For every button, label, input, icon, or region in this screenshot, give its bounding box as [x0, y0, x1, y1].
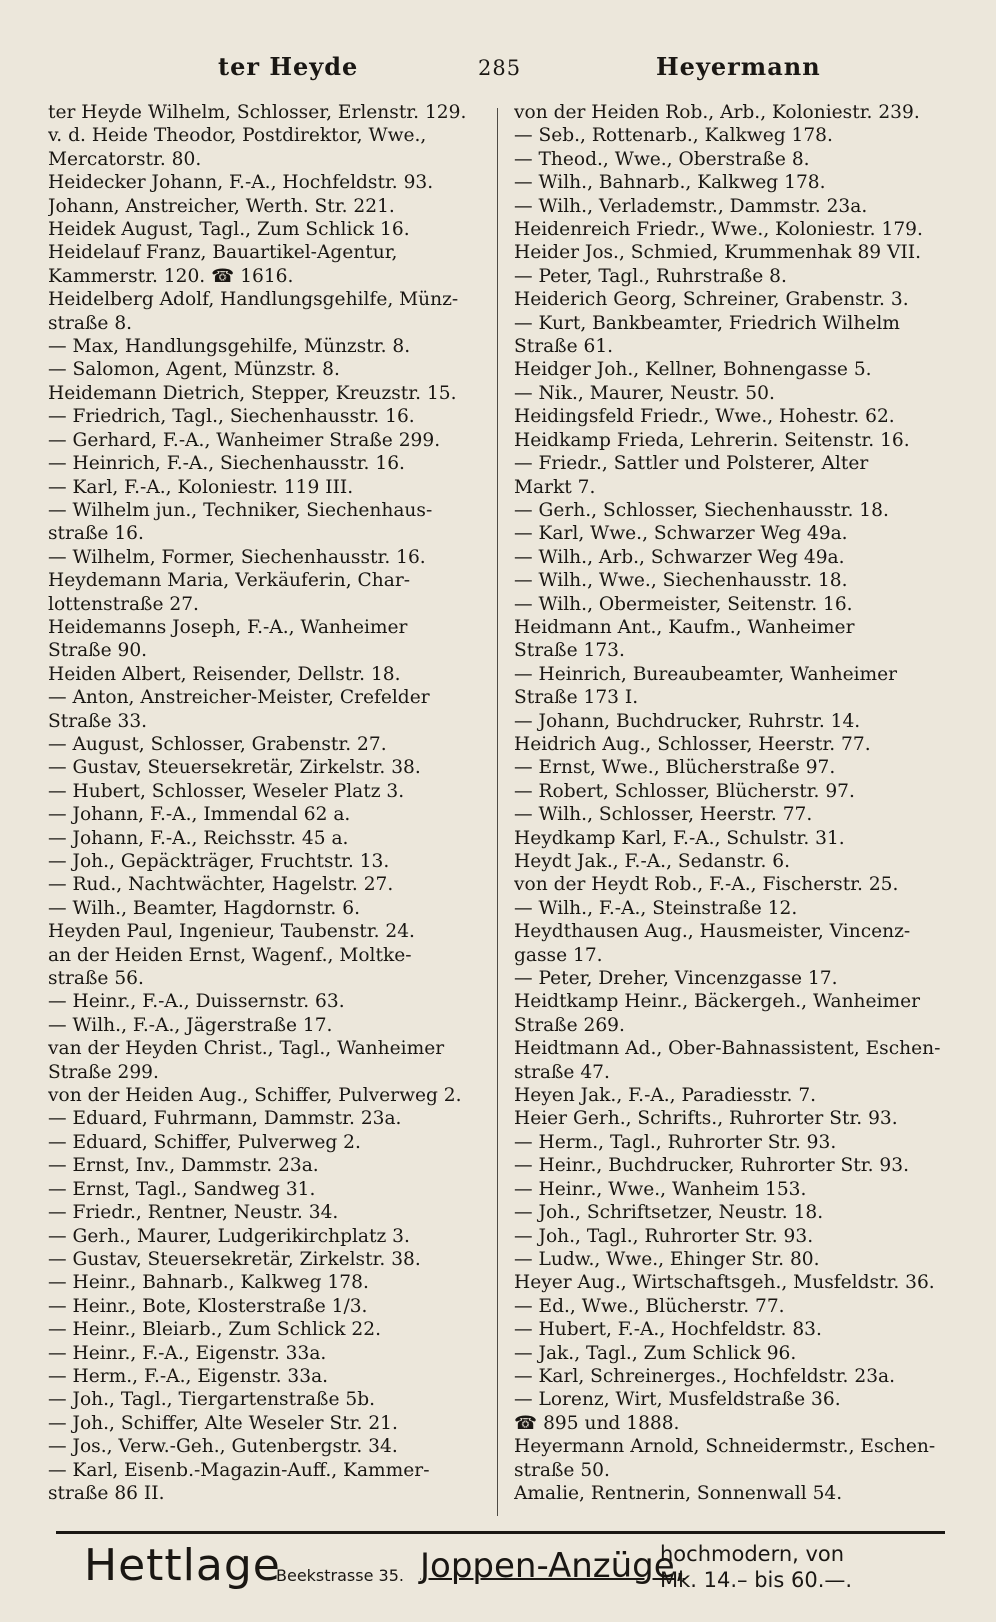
directory-entry-line: — Wilh., Bahnarb., Kalkweg 178.: [514, 172, 826, 194]
directory-entry-line: — Herm., Tagl., Ruhrorter Str. 93.: [514, 1131, 837, 1153]
directory-entry-line: — Herm., F.-A., Eigenstr. 33a.: [48, 1365, 329, 1387]
directory-entry-line: straße 47.: [514, 1061, 610, 1083]
directory-entry-line: Straße 173.: [514, 640, 625, 662]
directory-entry-line: Heydkamp Karl, F.-A., Schulstr. 31.: [514, 827, 845, 849]
directory-entry-line: — Johann, Buchdrucker, Ruhrstr. 14.: [514, 710, 861, 732]
directory-entry-line: — Heinr., F.-A., Eigenstr. 33a.: [48, 1342, 327, 1364]
directory-entry-line: — Salomon, Agent, Münzstr. 8.: [48, 359, 340, 381]
directory-entry-line: Heidtkamp Heinr., Bäckergeh., Wanheimer: [514, 991, 920, 1013]
directory-entry-line: — Friedr., Rentner, Neustr. 34.: [48, 1202, 339, 1224]
directory-entry-line: Heydemann Maria, Verkäuferin, Char-: [48, 570, 410, 592]
directory-entry-line: von der Heydt Rob., F.-A., Fischerstr. 25.: [514, 874, 899, 896]
directory-entry-line: ter Heyde Wilhelm, Schlosser, Erlenstr. 129.: [48, 102, 467, 123]
directory-entry-line: — Gustav, Steuersekretär, Zirkelstr. 38.: [48, 757, 421, 779]
directory-entry-line: an der Heiden Ernst, Wagenf., Moltke-: [48, 944, 412, 966]
directory-entry-line: — Gerhard, F.-A., Wanheimer Straße 299.: [48, 429, 441, 451]
directory-entry-line: Heidingsfeld Friedr., Wwe., Hohestr. 62.: [514, 406, 895, 428]
directory-entry-line: — Heinr., Wwe., Wanheim 153.: [514, 1178, 807, 1200]
directory-entry-line: Heydthausen Aug., Hausmeister, Vincenz-: [514, 921, 911, 943]
directory-entry-line: — Ernst, Wwe., Blücherstraße 97.: [514, 757, 836, 779]
directory-entry-line: Heyer Aug., Wirtschaftsgeh., Musfeldstr. 36.: [514, 1272, 935, 1294]
directory-entry-line: — Anton, Anstreicher-Meister, Crefelder: [48, 687, 430, 709]
directory-entry-line: Heidger Joh., Kellner, Bohnengasse 5.: [514, 359, 872, 381]
directory-entry-line: Heidemann Dietrich, Stepper, Kreuzstr. 15.: [48, 382, 457, 404]
directory-entry-line: — Lorenz, Wirt, Musfeldstraße 36.: [514, 1389, 841, 1411]
directory-entry-line: — Heinr., F.-A., Duissernstr. 63.: [48, 991, 345, 1013]
running-header-right: Heyermann: [656, 52, 821, 81]
directory-entry-line: — Theod., Wwe., Oberstraße 8.: [514, 148, 810, 170]
directory-entry-line: — Heinr., Bleiarb., Zum Schlick 22.: [48, 1319, 382, 1341]
directory-entry-line: — Joh., Schiffer, Alte Weseler Str. 21.: [48, 1412, 398, 1434]
directory-entry-line: von der Heiden Aug., Schiffer, Pulverweg 2.: [48, 1085, 462, 1107]
directory-entry-line: straße 86 II.: [48, 1482, 165, 1504]
directory-entry-line: lottenstraße 27.: [48, 593, 199, 615]
directory-entry-line: — August, Schlosser, Grabenstr. 27.: [48, 733, 387, 755]
directory-entry-line: Straße 173 I.: [514, 687, 639, 709]
directory-entry-line: straße 56.: [48, 968, 144, 990]
directory-entry-line: — Johann, F.-A., Immendal 62 a.: [48, 804, 351, 826]
directory-entry-line: — Max, Handlungsgehilfe, Münzstr. 8.: [48, 336, 411, 358]
ad-note: hochmodern, von: [660, 1542, 845, 1566]
directory-entry-line: Heidelberg Adolf, Handlungsgehilfe, Münz-: [48, 289, 459, 311]
directory-entry-line: Heidrich Aug., Schlosser, Heerstr. 77.: [514, 733, 871, 755]
directory-entry-line: — Robert, Schlosser, Blücherstr. 97.: [514, 780, 855, 802]
directory-entry-line: — Gerh., Schlosser, Siechenhausstr. 18.: [514, 499, 889, 521]
directory-entry-line: Straße 269.: [514, 1014, 625, 1036]
directory-entry-line: Heyen Jak., F.-A., Paradiesstr. 7.: [514, 1085, 817, 1107]
directory-entry-line: — Jak., Tagl., Zum Schlick 96.: [514, 1342, 797, 1364]
directory-entry-line: — Joh., Schriftsetzer, Neustr. 18.: [514, 1202, 824, 1224]
directory-entry-line: Heidelauf Franz, Bauartikel-Agentur,: [48, 242, 398, 264]
directory-entry-line: — Wilhelm jun., Techniker, Siechenhaus-: [48, 499, 433, 521]
directory-entry-line: — Wilh., Wwe., Siechenhausstr. 18.: [514, 570, 848, 592]
advertisement: [60, 1538, 945, 1600]
directory-entry-line: — Jos., Verw.-Geh., Gutenbergstr. 34.: [48, 1436, 398, 1458]
directory-entry-line: — Hubert, Schlosser, Weseler Platz 3.: [48, 780, 405, 802]
page-number: 285: [478, 56, 522, 80]
directory-entry-line: — Wilh., Verlademstr., Dammstr. 23a.: [514, 195, 868, 217]
directory-entry-line: — Hubert, F.-A., Hochfeldstr. 83.: [514, 1319, 822, 1341]
directory-entry-line: Heidmann Ant., Kaufm., Wanheimer: [514, 616, 855, 638]
directory-entry-line: — Friedrich, Tagl., Siechenhausstr. 16.: [48, 406, 415, 428]
directory-entry-line: — Heinr., Bote, Klosterstraße 1/3.: [48, 1295, 368, 1317]
directory-entry-line: straße 16.: [48, 523, 144, 545]
directory-entry-line: — Heinrich, F.-A., Siechenhausstr. 16.: [48, 453, 405, 475]
directory-entry-line: — Gustav, Steuersekretär, Zirkelstr. 38.: [48, 1248, 421, 1270]
right-column: [514, 101, 944, 1505]
directory-entry-line: Straße 90.: [48, 640, 148, 662]
directory-entry-line: — Wilh., Arb., Schwarzer Weg 49a.: [514, 546, 845, 568]
directory-entry-line: — Ernst, Inv., Dammstr. 23a.: [48, 1155, 319, 1177]
directory-entry-line: straße 8.: [48, 312, 133, 334]
directory-entry-line: — Johann, F.-A., Reichsstr. 45 a.: [48, 827, 349, 849]
directory-entry-line: Heidecker Johann, F.-A., Hochfeldstr. 93.: [48, 172, 434, 194]
directory-entry-line: gasse 17.: [514, 944, 603, 966]
directory-entry-line: Heydt Jak., F.-A., Sedanstr. 6.: [514, 851, 791, 872]
directory-entry-line: — Karl, F.-A., Koloniestr. 119 III.: [48, 476, 354, 498]
directory-entry-line: — Karl, Wwe., Schwarzer Weg 49a.: [514, 523, 848, 545]
directory-entry-line: — Wilh., F.-A., Steinstraße 12.: [514, 897, 798, 919]
directory-entry-line: — Peter, Tagl., Ruhrstraße 8.: [514, 265, 787, 287]
directory-entry-line: — Heinr., Buchdrucker, Ruhrorter Str. 93.: [514, 1155, 910, 1177]
left-column: [48, 101, 484, 1505]
directory-entry-line: Markt 7.: [514, 476, 596, 498]
directory-entry-line: ☎ 895 und 1888.: [514, 1412, 680, 1434]
directory-entry-line: Straße 299.: [48, 1061, 159, 1083]
ad-product: Joppen-Anzüge,: [420, 1546, 686, 1586]
directory-entry-line: — Ernst, Tagl., Sandweg 31.: [48, 1178, 316, 1200]
ad-brand: Hettlage: [84, 1540, 281, 1591]
directory-entry-line: — Karl, Schreinerges., Hochfeldstr. 23a.: [514, 1365, 896, 1387]
directory-entry-line: v. d. Heide Theodor, Postdirektor, Wwe.,: [48, 125, 427, 147]
ad-price: Mk. 14.– bis 60.—.: [660, 1568, 853, 1592]
directory-entry-line: — Joh., Tagl., Ruhrorter Str. 93.: [514, 1225, 814, 1247]
directory-entry-line: Straße 61.: [514, 336, 614, 358]
ad-address: Beekstrasse 35.: [276, 1566, 404, 1585]
directory-entry-line: — Wilh., Obermeister, Seitenstr. 16.: [514, 593, 853, 615]
directory-entry-line: — Rud., Nachtwächter, Hagelstr. 27.: [48, 874, 394, 896]
directory-entry-line: Straße 33.: [48, 710, 148, 732]
directory-entry-line: — Gerh., Maurer, Ludgerikirchplatz 3.: [48, 1225, 410, 1247]
directory-entry-line: straße 50.: [514, 1459, 610, 1481]
directory-entry-line: Heidtmann Ad., Ober-Bahnassistent, Eschen-: [514, 1038, 941, 1060]
column-divider: [497, 108, 498, 1516]
directory-entry-line: — Peter, Dreher, Vincenzgasse 17.: [514, 968, 838, 990]
directory-entry-line: von der Heiden Rob., Arb., Koloniestr. 239.: [514, 102, 920, 123]
footer-rule: [56, 1531, 945, 1534]
directory-entry-line: Heidkamp Frieda, Lehrerin. Seitenstr. 16.: [514, 429, 910, 451]
directory-entry-line: — Heinrich, Bureaubeamter, Wanheimer: [514, 663, 898, 685]
directory-entry-line: — Seb., Rottenarb., Kalkweg 178.: [514, 125, 833, 147]
directory-entry-line: Heidemanns Joseph, F.-A., Wanheimer: [48, 616, 408, 638]
directory-entry-line: Heyden Paul, Ingenieur, Taubenstr. 24.: [48, 921, 415, 943]
directory-entry-line: Kammerstr. 120. ☎ 1616.: [48, 265, 294, 287]
directory-entry-line: Heider Jos., Schmied, Krummenhak 89 VII.: [514, 242, 922, 264]
directory-entry-line: — Karl, Eisenb.-Magazin-Auff., Kammer-: [48, 1459, 430, 1481]
directory-entry-line: — Eduard, Fuhrmann, Dammstr. 23a.: [48, 1108, 402, 1130]
directory-entry-line: — Kurt, Bankbeamter, Friedrich Wilhelm: [514, 312, 900, 334]
directory-entry-line: — Nik., Maurer, Neustr. 50.: [514, 382, 775, 404]
directory-entry-line: — Wilhelm, Former, Siechenhausstr. 16.: [48, 546, 426, 568]
directory-entry-line: Johann, Anstreicher, Werth. Str. 221.: [48, 195, 395, 217]
directory-entry-line: Heidek August, Tagl., Zum Schlick 16.: [48, 219, 410, 241]
directory-entry-line: — Wilh., Beamter, Hagdornstr. 6.: [48, 897, 360, 919]
directory-entry-line: Heyermann Arnold, Schneidermstr., Eschen-: [514, 1436, 936, 1458]
directory-entry-line: Mercatorstr. 80.: [48, 148, 202, 170]
directory-entry-line: Heiden Albert, Reisender, Dellstr. 18.: [48, 663, 401, 685]
directory-entry-line: Amalie, Rentnerin, Sonnenwall 54.: [514, 1482, 843, 1504]
directory-entry-line: Heidenreich Friedr., Wwe., Koloniestr. 179.: [514, 219, 923, 241]
directory-entry-line: — Friedr., Sattler und Polsterer, Alter: [514, 453, 869, 475]
directory-entry-line: Heier Gerh., Schrifts., Ruhrorter Str. 93.: [514, 1108, 898, 1130]
directory-entry-line: van der Heyden Christ., Tagl., Wanheimer: [48, 1038, 445, 1060]
directory-entry-line: — Eduard, Schiffer, Pulverweg 2.: [48, 1131, 361, 1153]
directory-entry-line: — Wilh., F.-A., Jägerstraße 17.: [48, 1014, 333, 1036]
directory-entry-line: — Heinr., Bahnarb., Kalkweg 178.: [48, 1272, 369, 1294]
running-header-left: ter Heyde: [218, 52, 359, 81]
directory-entry-line: Heiderich Georg, Schreiner, Grabenstr. 3.: [514, 289, 909, 311]
directory-entry-line: — Joh., Tagl., Tiergartenstraße 5b.: [48, 1389, 376, 1411]
directory-entry-line: — Ed., Wwe., Blücherstr. 77.: [514, 1295, 785, 1317]
directory-entry-line: — Wilh., Schlosser, Heerstr. 77.: [514, 804, 813, 826]
directory-entry-line: — Ludw., Wwe., Ehinger Str. 80.: [514, 1248, 820, 1270]
directory-entry-line: — Joh., Gepäckträger, Fruchtstr. 13.: [48, 851, 390, 872]
